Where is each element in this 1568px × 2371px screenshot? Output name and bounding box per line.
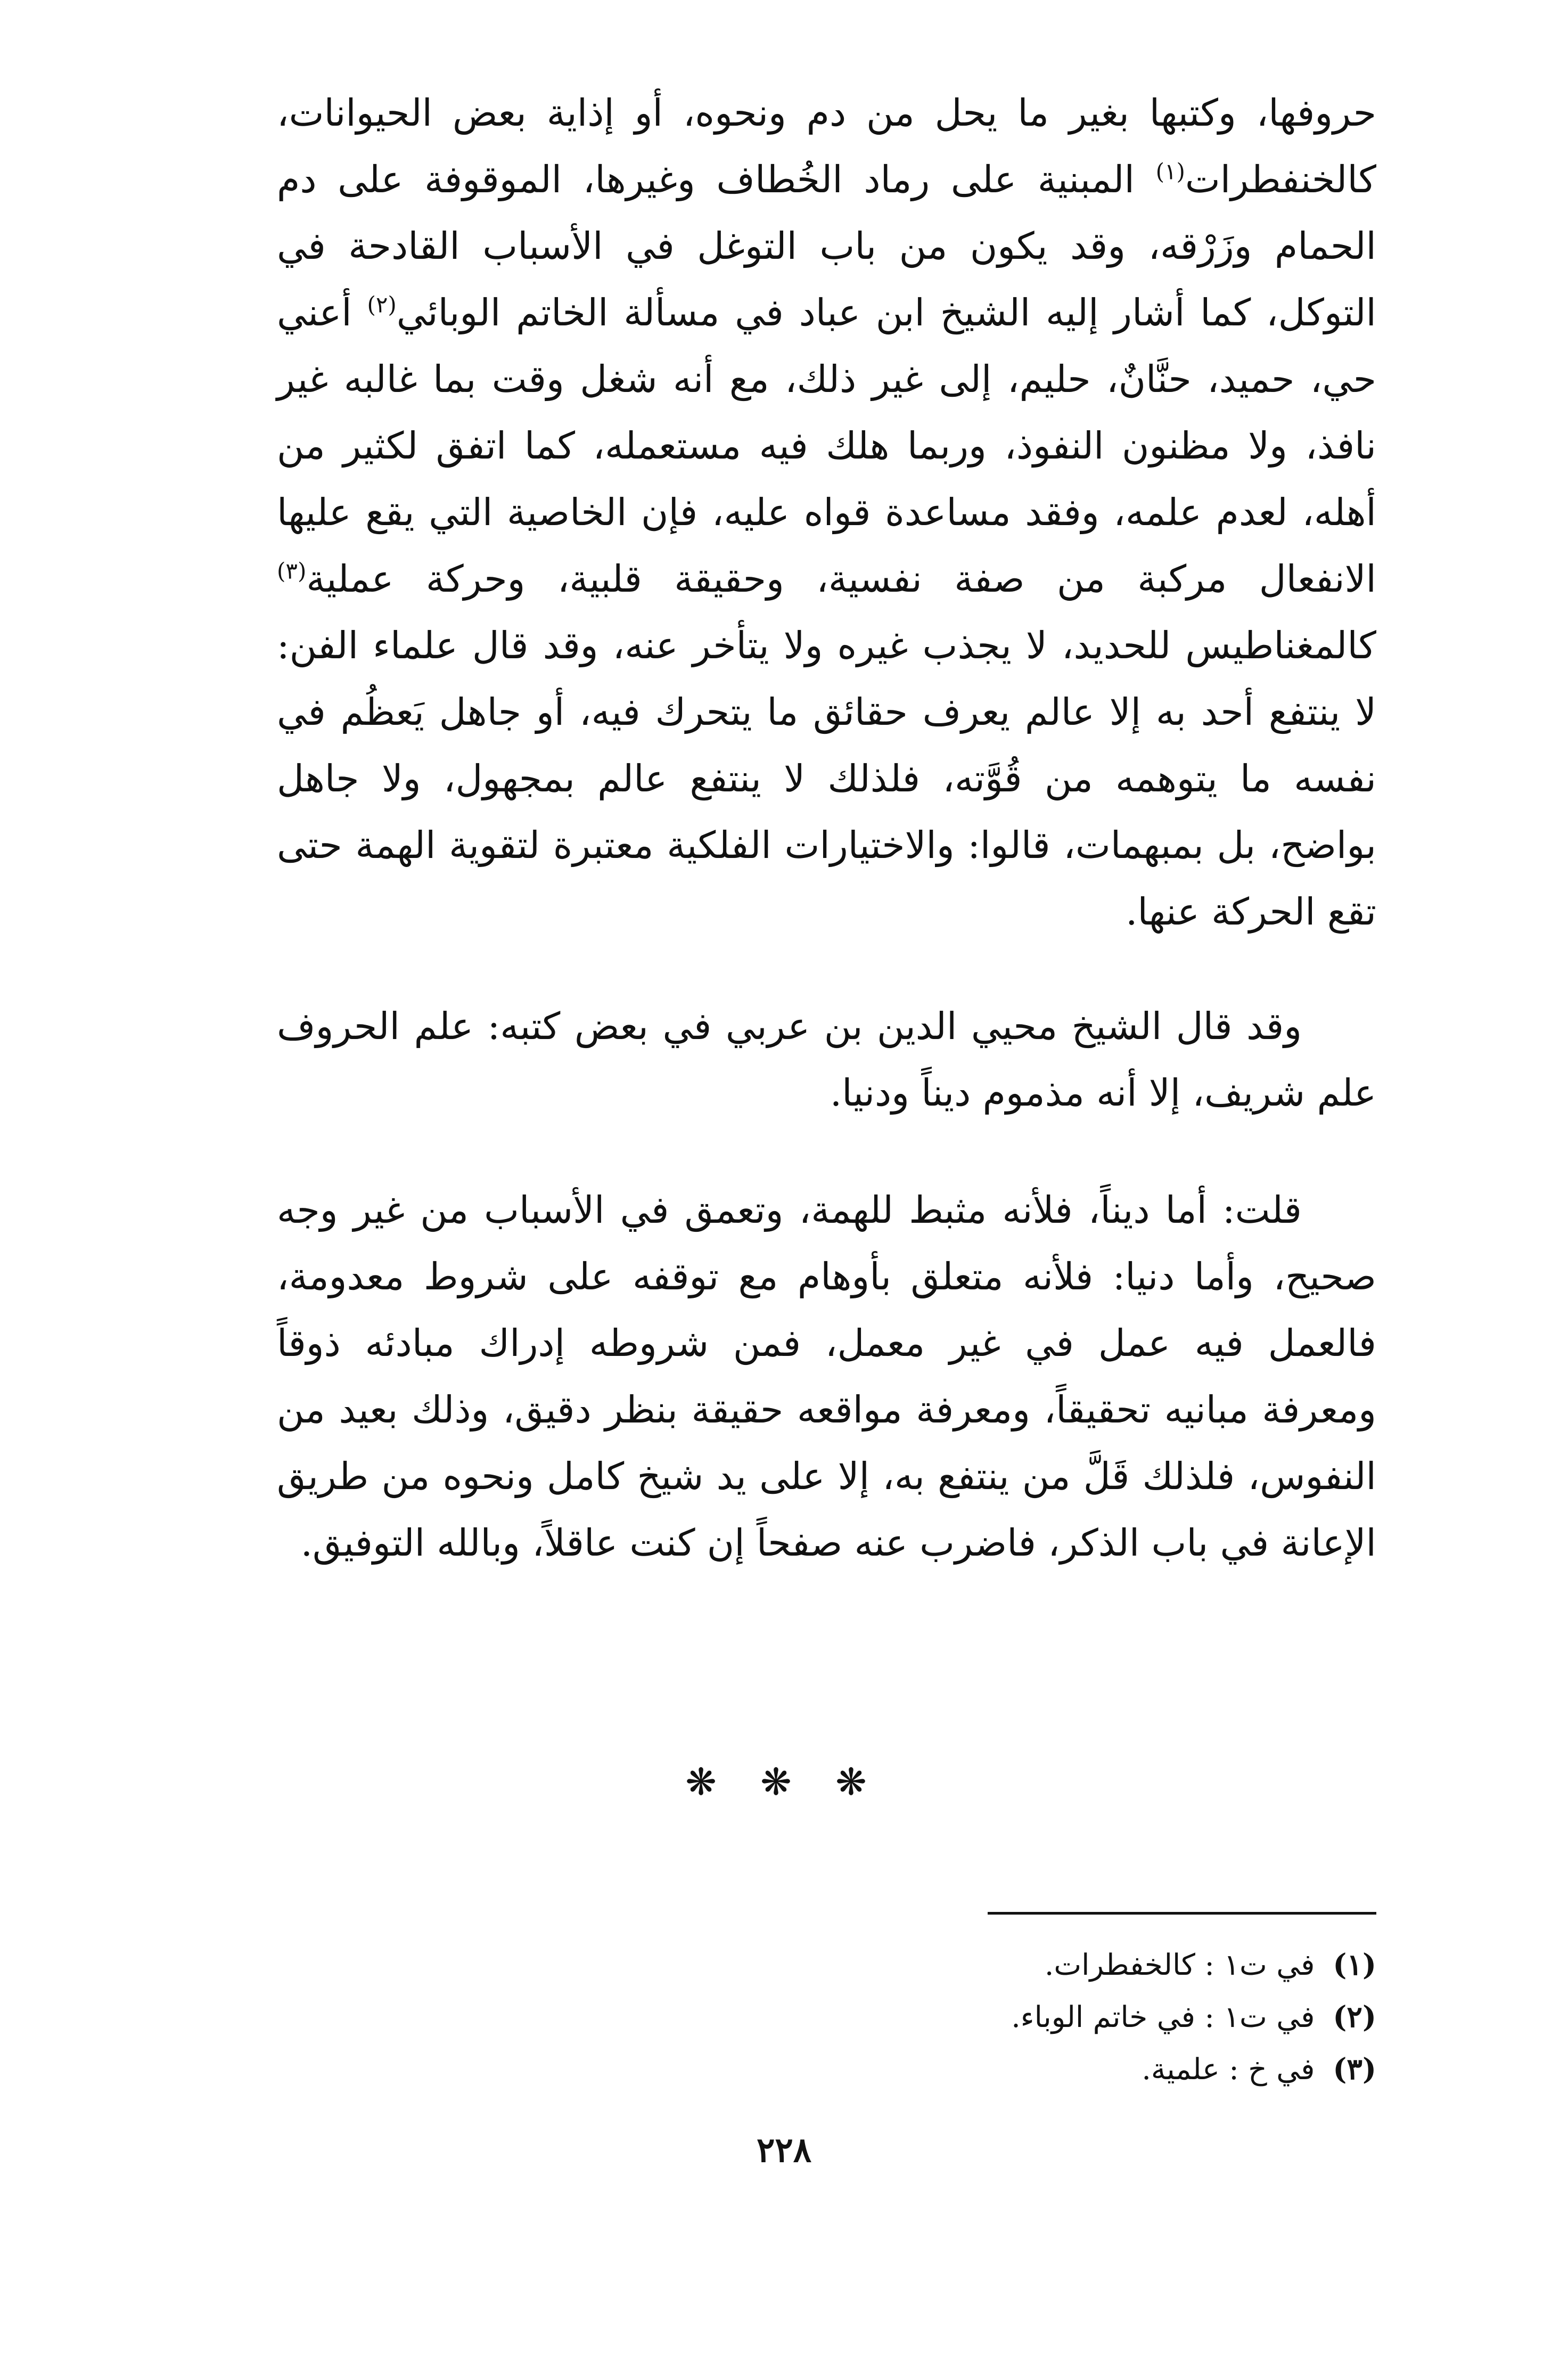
- footnotes: [737, 1939, 1376, 2095]
- paragraph-1-segment-1: حروفها، وكتبها بغير ما يحل من دم ونحوه، أو إذاية بعض الحيوانات، كالخنفطرات: [277, 91, 1376, 201]
- page-number: ٢٢٨: [756, 2130, 812, 2170]
- paragraph-3: [277, 1177, 1376, 1576]
- footnote-2: [737, 1991, 1376, 2043]
- footnote-1: [737, 1939, 1376, 1991]
- paragraph-2: [277, 993, 1376, 1126]
- footnote-1-text: في ت١ : كالخفطرات.: [1044, 1948, 1315, 1982]
- paragraph-1-segment-3: أعني حي، حميد، حنَّانٌ، حليم، إلى غير ذلك، مع أنه شغل وقت بما غالبه غير نافذ، ولا مظنون النفوذ، وربما هلك فيه مستعمله، كما اتفق لكثير من أهله، لعدم علمه، وفقد مساعدة قواه عليه، فإن الخاصية التي يقع عليها الانفعال مركبة من صفة نفسية، وحقيقة قلبية، وحركة عملية: [277, 291, 1376, 601]
- footnote-ref-2: (٢): [367, 291, 397, 318]
- paragraph-1-segment-4: كالمغناطيس للحديد، لا يجذب غيره ولا يتأخر عنه، وقد قال علماء الفن: لا ينتفع أحد به إلا عالم يعرف حقائق ما يتحرك فيه، أو جاهل يَعظُم في نفسه ما يتوهمه من قُوَّته، فلذلك لا ينتفع عالم بمجهول، ولا جاهل بواضح، بل بمبهمات، قالوا: والاختيارات الفلكية معتبرة لتقوية الهمة حتى تقع الحركة عنها.: [277, 624, 1376, 934]
- footnote-1-number: (١): [1333, 1947, 1376, 1982]
- footnote-separator-line: [988, 1912, 1376, 1915]
- footnote-2-number: (٢): [1333, 1999, 1376, 2034]
- section-divider-ornament: ❋ ❋ ❋: [685, 1760, 883, 1804]
- footnote-ref-3: (٣): [277, 558, 307, 584]
- paragraph-3-text: قلت: أما ديناً، فلأنه مثبط للهمة، وتعمق في الأسباب من غير وجه صحيح، وأما دنيا: فلأنه متعلق بأوهام مع توقفه على شروط معدومة، فالعمل فيه عمل في غير معمل، فمن شروطه إدراك مبادئه ذوقاً ومعرفة مبانيه تحقيقاً، ومعرفة مواقعه حقيقة بنظر دقيق، وذلك بعيد من النفوس، فلذلك قَلَّ من ينتفع به، إلا على يد شيخ كامل ونحوه من طريق الإعانة في باب الذكر، فاضرب عنه صفحاً إن كنت عاقلاً، وبالله التوفيق.: [277, 1188, 1376, 1565]
- paragraph-2-text: وقد قال الشيخ محيي الدين بن عربي في بعض كتبه: علم الحروف علم شريف، إلا أنه مذموم ديناً ودنيا.: [277, 1004, 1376, 1115]
- footnote-2-text: في ت١ : في خاتم الوباء.: [1011, 2000, 1315, 2034]
- footnote-ref-1: (١): [1155, 158, 1185, 185]
- footnote-3: [737, 2043, 1376, 2095]
- footnote-3-text: في خ : علمية.: [1142, 2052, 1315, 2086]
- paragraph-1: [277, 80, 1376, 945]
- paragraph-1-segment-2: المبنية على رماد الخُطاف وغيرها، الموقوفة على دم الحمام وزَرْقه، وقد يكون من باب التوغل في الأسباب القادحة في التوكل، كما أشار إليه الشيخ ابن عباد في مسألة الخاتم الوبائي: [277, 158, 1377, 334]
- footnote-3-number: (٣): [1333, 2051, 1376, 2086]
